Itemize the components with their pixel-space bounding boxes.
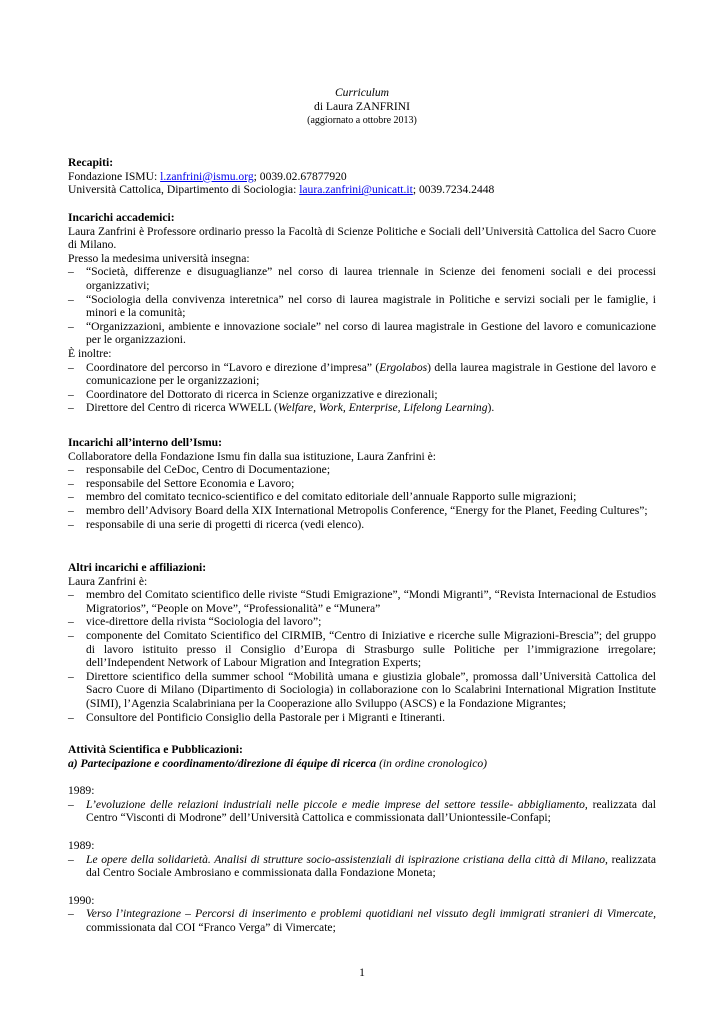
course-list (68, 265, 656, 347)
doc-updated-date: (aggiornato a ottobre 2013) (307, 115, 417, 126)
paragraph: È inoltre: (68, 346, 112, 360)
paragraph: Laura Zanfrini è: (68, 574, 148, 588)
list-item: – “Organizzazioni, ambiente e innovazione sociale” nel corso di laurea magistrale in Gestione del lavoro e comunicazione per le organizzazioni. (68, 320, 656, 347)
phone-number: ; 0039.02.67877920 (253, 169, 347, 183)
list-item: – responsabile del Settore Economia e Lavoro; (68, 477, 656, 491)
ismu-list (68, 463, 656, 531)
section-heading: Incarichi accademici: (68, 211, 175, 224)
section-heading: Altri incarichi e affiliazioni: (68, 561, 207, 574)
email-link-unicatt[interactable]: laura.zanfrini@unicatt.it (299, 183, 413, 197)
contact-label: Università Cattolica, Dipartimento di Sociologia: (68, 183, 300, 197)
subheading: a) Partecipazione e coordinamento/direzione di équipe di ricerca (in ordine cronologico) (68, 756, 488, 770)
list-item: – membro dell’Advisory Board della XIX International Metropolis Conference, “Energy for the Planet, Feeding Cultures”; (68, 504, 656, 518)
section-incarichi-accademici (68, 211, 656, 415)
list-item: – responsabile di una serie di progetti di ricerca (vedi elenco). (68, 518, 656, 532)
section-altri-incarichi (68, 561, 656, 724)
roles-list (68, 361, 656, 415)
list-item: – membro del comitato tecnico-scientifico e del comitato editoriale dell’annuale Rapporto sulle migrazioni; (68, 490, 656, 504)
paragraph: Collaboratore della Fondazione Ismu fin dalla sua istituzione, Laura Zanfrini è: (68, 449, 436, 463)
contact-ismu (68, 170, 656, 184)
list-item: – Consultore del Pontificio Consiglio della Pastorale per i Migranti e Itineranti. (68, 711, 656, 725)
research-entry (68, 784, 656, 825)
list-item: – vice-direttore della rivista “Sociologia del lavoro”; (68, 615, 656, 629)
list-item: – membro del Comitato scientifico delle riviste “Studi Emigrazione”, “Mondi Migranti”, “Revista Internacional de Estudios Migratorios”, “People on Move”, “Professionalità” e “Munera” (68, 588, 656, 615)
paragraph: Laura Zanfrini è Professore ordinario presso la Facoltà di Scienze Politiche e Sociali dell’Università Cattolica del Sacro Cuore di Milano. (68, 224, 656, 252)
contact-unicatt (68, 183, 656, 197)
section-heading: Recapiti: (68, 156, 114, 169)
research-entry (68, 894, 656, 935)
section-incarichi-ismu (68, 436, 656, 531)
list-item: – L’evoluzione delle relazioni industriali nelle piccole e medie imprese del settore tessile- abbigliamento, realizzata dal Centro “Visconti di Modrone” dell’Università Cattolica e commissionata dall’Uniontessile-Confapi; (68, 798, 656, 825)
research-entry (68, 839, 656, 880)
list-item: – “Sociologia della convivenza interetnica” nel corso di laurea magistrale in Politiche e servizi sociali per le famiglie, i minori e la comunità; (68, 293, 656, 320)
entry-year: 1989: (68, 838, 95, 852)
entry-year: 1989: (68, 784, 95, 798)
list-item: – responsabile del CeDoc, Centro di Documentazione; (68, 463, 656, 477)
contact-label: Fondazione ISMU: (68, 169, 161, 183)
list-item: – Direttore scientifico della summer school “Mobilità umana e giustizia globale”, promossa dall’Università Cattolica del Sacro Cuore di Milano (Dipartimento di Sociologia) in collaborazione con lo Scalabrini International Migration Institute (SIMI), l’Agenzia Scalabriniana per la Cooperazione allo Sviluppo (ASCS) e la Fondazione Migrantes; (68, 670, 656, 711)
section-heading: Incarichi all’interno dell’Ismu: (68, 436, 222, 449)
paragraph: Presso la medesima università insegna: (68, 251, 250, 265)
email-link-ismu[interactable]: l.zanfrini@ismu.org (160, 169, 254, 183)
list-item: – Verso l’integrazione – Percorsi di inserimento e problemi quotidiani nel vissuto degli immigrati stranieri di Vimercate, commissionata dal COI “Franco Verga” di Vimercate; (68, 907, 656, 934)
list-item: – Direttore del Centro di ricerca WWELL (Welfare, Work, Enterprise, Lifelong Learning). (68, 401, 656, 415)
list-item: – Coordinatore del percorso in “Lavoro e direzione d’impresa” (Ergolabos) della laurea magistrale in Gestione del lavoro e comunicazione per le organizzazioni; (68, 361, 656, 388)
section-heading: Attività Scientifica e Pubblicazioni: (68, 743, 243, 756)
document-page (68, 0, 656, 1024)
list-item: – Le opere della solidarietà. Analisi di strutture socio-assistenziali di ispirazione cristiana della città di Milano, realizzata dal Centro Sociale Ambrosiano e commissionata dalla Fondazione Moneta; (68, 853, 656, 880)
doc-author: di Laura ZANFRINI (314, 100, 410, 113)
list-item: – componente del Comitato Scientifico del CIRMIB, “Centro di Iniziative e ricerche sulle Migrazioni-Brescia”; del gruppo di lavoro istituito presso il Consiglio d’Europa di Strasburgo sulle Politiche per l’immigrazione irregolare; dell’Independent Network of Labour Migration and Integration Experts; (68, 629, 656, 670)
affiliations-list (68, 588, 656, 724)
doc-title: Curriculum (334, 86, 390, 99)
phone-number: ; 0039.7234.2448 (412, 183, 495, 197)
entry-year: 1990: (68, 893, 95, 907)
page-number: 1 (359, 966, 365, 979)
section-attivita-scientifica (68, 743, 656, 935)
list-item: – Coordinatore del Dottorato di ricerca in Scienze organizzative e direzionali; (68, 388, 656, 402)
list-item: – “Società, differenze e disuguaglianze” nel corso di laurea triennale in Scienze dei fenomeni sociali e dei processi organizzativi; (68, 265, 656, 292)
section-recapiti (68, 156, 656, 197)
